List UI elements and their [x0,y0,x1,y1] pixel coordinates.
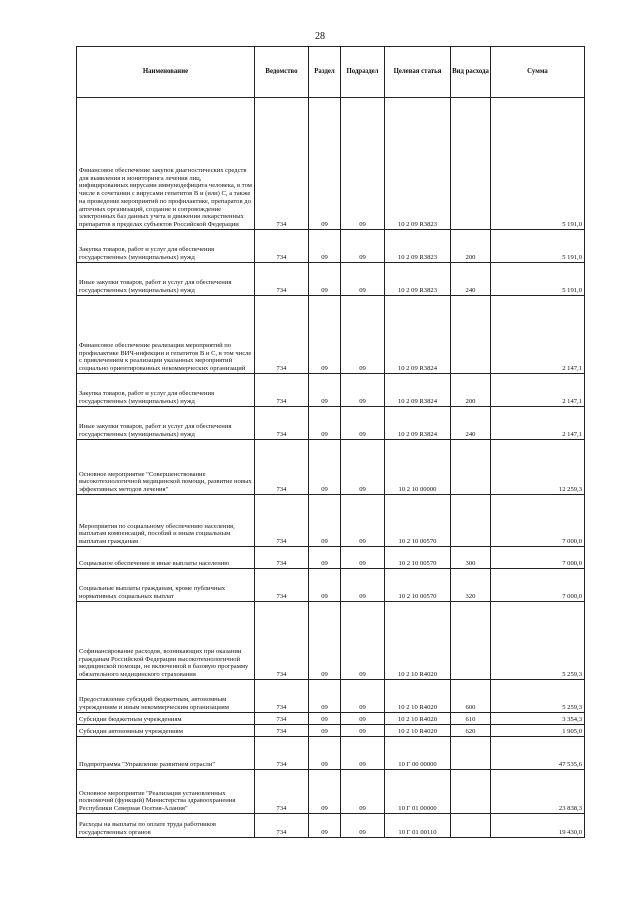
header-vid: Вид расхода [451,47,491,98]
budget-table [76,46,585,838]
header-podrazdel: Подраздел [341,47,385,98]
cell-name: Финансовое обеспечение реализации мероприятий по профилактике ВИЧ-инфекции и гепатитов B и C, в том числе с привлечением к реализации указанных мероприятий социально ориентированных некоммерческих организаций [77,296,255,374]
cell-razdel: 09 [309,814,341,838]
cell-vedomstvo: 734 [255,98,309,230]
table-body [77,98,585,838]
cell-statya: 10 2 10 R4020 [385,713,451,725]
cell-name: Закупка товаров, работ и услуг для обеспечения государственных (муниципальных) нужд [77,230,255,263]
cell-vedomstvo: 734 [255,296,309,374]
cell-vid: 620 [451,725,491,737]
cell-name: Иные закупки товаров, работ и услуг для обеспечения государственных (муниципальных) нужд [77,407,255,440]
cell-podrazdel: 09 [341,407,385,440]
cell-summa: 5 191,0 [491,98,585,230]
cell-statya: 10 Г 01 00000 [385,770,451,814]
cell-razdel: 09 [309,230,341,263]
cell-vid [451,495,491,547]
cell-summa: 7 000,0 [491,569,585,602]
cell-summa: 1 905,0 [491,725,585,737]
cell-vid: 240 [451,263,491,296]
cell-vedomstvo: 734 [255,547,309,569]
cell-summa: 5 259,3 [491,602,585,680]
cell-name: Подпрограмма "Управление развитием отрасли" [77,737,255,770]
table-row [77,680,585,713]
cell-statya: 10 2 10 00000 [385,440,451,495]
cell-summa: 5 191,0 [491,263,585,296]
cell-razdel: 09 [309,713,341,725]
table-row [77,713,585,725]
cell-summa: 2 147,1 [491,407,585,440]
cell-podrazdel: 09 [341,230,385,263]
cell-name: Основное мероприятие "Реализация установленных полномочий (функций) Министерства здравоохранения Республики Северная Осетия-Алания" [77,770,255,814]
cell-razdel: 09 [309,98,341,230]
cell-razdel: 09 [309,680,341,713]
page-number: 28 [315,31,325,42]
table-row [77,407,585,440]
table-row [77,230,585,263]
header-razdel: Раздел [309,47,341,98]
cell-podrazdel: 09 [341,495,385,547]
cell-summa: 5 191,0 [491,230,585,263]
cell-vid [451,296,491,374]
cell-razdel: 09 [309,737,341,770]
cell-podrazdel: 09 [341,713,385,725]
cell-razdel: 09 [309,296,341,374]
cell-razdel: 09 [309,495,341,547]
table-row [77,737,585,770]
header-summa: Сумма [491,47,585,98]
cell-statya: 10 2 09 R3823 [385,263,451,296]
cell-name: Субсидии автономным учреждениям [77,725,255,737]
cell-summa: 7 000,0 [491,547,585,569]
cell-summa: 2 147,1 [491,296,585,374]
table-row [77,770,585,814]
cell-summa: 3 354,3 [491,713,585,725]
cell-podrazdel: 09 [341,814,385,838]
cell-name: Предоставление субсидий бюджетным, автономным учреждениям и иным некоммерческим организациям [77,680,255,713]
cell-vedomstvo: 734 [255,263,309,296]
cell-name: Мероприятия по социальному обеспечению населения, выплатам компенсаций, пособий и иным социальным выплатам гражданам [77,495,255,547]
table-row [77,569,585,602]
cell-razdel: 09 [309,602,341,680]
cell-vedomstvo: 734 [255,374,309,407]
cell-name: Социальные выплаты гражданам, кроме публичных нормативных социальных выплат [77,569,255,602]
cell-podrazdel: 09 [341,296,385,374]
cell-name: Расходы на выплаты по оплате труда работников государственных органов [77,814,255,838]
cell-statya: 10 2 09 R3823 [385,230,451,263]
cell-vid: 200 [451,374,491,407]
cell-razdel: 09 [309,547,341,569]
table-row [77,814,585,838]
cell-vid: 300 [451,547,491,569]
cell-vedomstvo: 734 [255,230,309,263]
cell-vedomstvo: 734 [255,713,309,725]
table-row [77,263,585,296]
cell-vid: 200 [451,230,491,263]
cell-vid: 240 [451,407,491,440]
cell-vid [451,737,491,770]
cell-vid: 610 [451,713,491,725]
cell-statya: 10 2 09 R3824 [385,374,451,407]
table-row [77,495,585,547]
cell-name: Основное мероприятие "Совершенствование высокотехнологичной медицинской помощи, развитие новых эффективных методов лечения" [77,440,255,495]
cell-statya: 10 2 09 R3824 [385,296,451,374]
table-row [77,440,585,495]
cell-razdel: 09 [309,569,341,602]
cell-podrazdel: 09 [341,440,385,495]
cell-name: Субсидии бюджетным учреждениям [77,713,255,725]
cell-summa: 19 430,0 [491,814,585,838]
cell-vedomstvo: 734 [255,770,309,814]
cell-statya: 10 2 10 00570 [385,495,451,547]
cell-vedomstvo: 734 [255,737,309,770]
cell-podrazdel: 09 [341,263,385,296]
cell-vedomstvo: 734 [255,495,309,547]
header-name: Наименование [77,47,255,98]
cell-vedomstvo: 734 [255,680,309,713]
cell-summa: 7 000,0 [491,495,585,547]
cell-podrazdel: 09 [341,602,385,680]
cell-podrazdel: 09 [341,374,385,407]
cell-razdel: 09 [309,725,341,737]
cell-statya: 10 2 10 R4020 [385,680,451,713]
cell-vedomstvo: 734 [255,725,309,737]
cell-statya: 10 2 10 R4020 [385,725,451,737]
cell-razdel: 09 [309,263,341,296]
cell-name: Социальное обеспечение и иные выплаты населению [77,547,255,569]
cell-statya: 10 2 10 00570 [385,547,451,569]
cell-summa: 12 259,3 [491,440,585,495]
cell-podrazdel: 09 [341,98,385,230]
cell-razdel: 09 [309,407,341,440]
cell-vedomstvo: 734 [255,569,309,602]
cell-podrazdel: 09 [341,770,385,814]
cell-vid [451,98,491,230]
cell-podrazdel: 09 [341,680,385,713]
cell-name: Закупка товаров, работ и услуг для обеспечения государственных (муниципальных) нужд [77,374,255,407]
cell-statya: 10 2 10 00570 [385,569,451,602]
table-row [77,296,585,374]
cell-statya: 10 2 09 R3823 [385,98,451,230]
cell-statya: 10 2 09 R3824 [385,407,451,440]
cell-razdel: 09 [309,770,341,814]
cell-statya: 10 Г 01 00110 [385,814,451,838]
cell-vid [451,814,491,838]
header-statya: Целевая статья [385,47,451,98]
cell-podrazdel: 09 [341,569,385,602]
cell-summa: 2 147,1 [491,374,585,407]
table-row [77,98,585,230]
cell-vid: 320 [451,569,491,602]
cell-vedomstvo: 734 [255,602,309,680]
cell-vid [451,440,491,495]
cell-summa: 47 535,6 [491,737,585,770]
cell-name: Финансовое обеспечение закупок диагностических средств для выявления и мониторинга лечения лиц, инфицированных вирусами иммунодефицита человека, в том числе в сочетании с вирусами гепатитов B и (или) C, а также на проведение мероприятий по профилактике, препаратов до аптечных организаций, создание и сопровождение электронных баз данных учета и движения лекарственных препаратов в пределах субъектов Российской Федерации [77,98,255,230]
cell-statya: 10 Г 00 00000 [385,737,451,770]
table-row [77,725,585,737]
table-row [77,374,585,407]
cell-podrazdel: 09 [341,547,385,569]
cell-statya: 10 2 10 R4020 [385,602,451,680]
cell-name: Софинансирование расходов, возникающих при оказании гражданам Российской Федерации высокотехнологичной медицинской помощи, не включенной в базовую программу обязательного медицинского страхования [77,602,255,680]
table-row [77,602,585,680]
cell-summa: 23 838,3 [491,770,585,814]
cell-podrazdel: 09 [341,737,385,770]
cell-name: Иные закупки товаров, работ и услуг для обеспечения государственных (муниципальных) нужд [77,263,255,296]
cell-razdel: 09 [309,374,341,407]
table-header-row [77,47,585,98]
cell-razdel: 09 [309,440,341,495]
cell-summa: 5 259,3 [491,680,585,713]
cell-vid: 600 [451,680,491,713]
header-vedomstvo: Ведомство [255,47,309,98]
cell-podrazdel: 09 [341,725,385,737]
cell-vedomstvo: 734 [255,440,309,495]
cell-vid [451,770,491,814]
cell-vid [451,602,491,680]
cell-vedomstvo: 734 [255,814,309,838]
table-row [77,547,585,569]
cell-vedomstvo: 734 [255,407,309,440]
